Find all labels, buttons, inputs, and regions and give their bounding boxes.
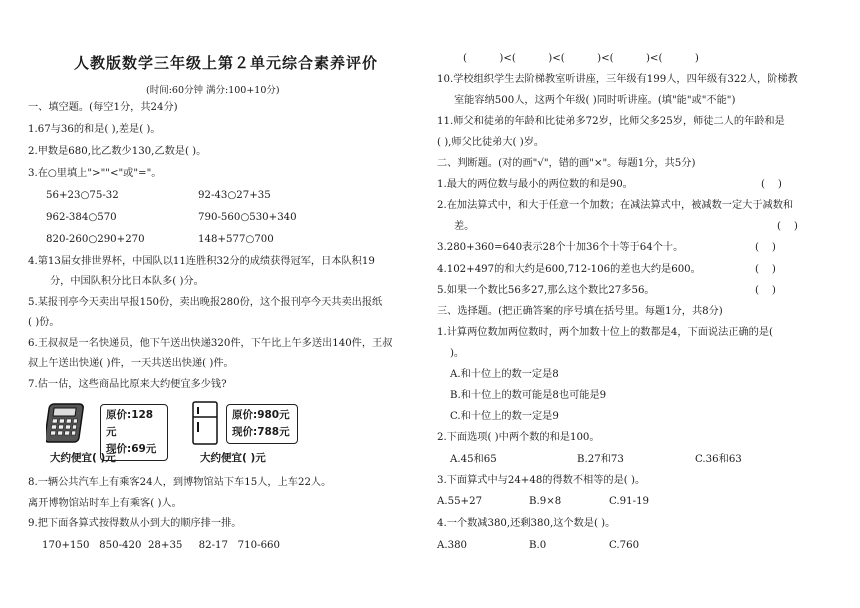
question-11: 11.师父和徒弟的年龄和比徒弟多72岁，比师父多25岁，师徒二人的年龄和是 bbox=[437, 116, 785, 127]
choice-4-option-a: A.380 bbox=[437, 540, 468, 551]
choice-2: 2.下面选项( )中两个数的和是100。 bbox=[437, 432, 600, 443]
question-4-cont: 分，中国队积分比日本队多( )分。 bbox=[50, 276, 204, 287]
question-6: 6.王叔叔是一名快递员，他下午送出快递320件，下午比上午多送出140件，王叔 bbox=[28, 338, 393, 349]
original-price: 原价:128元 bbox=[106, 409, 154, 438]
question-10-cont: 室能容纳500人，这两个年级( )同时听讲座。(填"能"或"不能") bbox=[454, 95, 736, 106]
order-answer-blanks: ( )<( )<( )<( )<( ) bbox=[463, 53, 699, 64]
choice-1-option-a: A.和十位上的数一定是8 bbox=[450, 369, 559, 380]
estimate-caption-2: 大约便宜( )元 bbox=[200, 452, 266, 464]
choice-4-option-c: C.760 bbox=[609, 540, 640, 551]
judge-2-paren: ( ) bbox=[777, 221, 798, 232]
choice-3-option-c: C.91-19 bbox=[609, 496, 650, 507]
question-5-cont: ( )份。 bbox=[28, 317, 60, 328]
question-4: 4.第13届女排世界杯，中国队以11连胜积32分的成绩获得冠军，日本队积19 bbox=[28, 256, 375, 267]
question-7: 7.估一估，这些商品比原来大约便宜多少钱? bbox=[28, 379, 227, 390]
judge-5-paren: ( ) bbox=[755, 285, 776, 296]
calculator-icon bbox=[46, 402, 92, 444]
question-8: 8.一辆公共汽车上有乘客24人，到博物馆站下车15人，上车22人。 bbox=[28, 477, 332, 488]
question-9: 9.把下面各算式按得数从小到大的顺序排一排。 bbox=[28, 518, 242, 529]
judge-3-paren: ( ) bbox=[755, 242, 776, 253]
choice-1: 1.计算两位数加两位数时，两个加数十位上的数都是4，下面说法正确的是( bbox=[437, 327, 773, 338]
judge-1-paren: ( ) bbox=[761, 179, 782, 190]
estimate-caption-1: 大约便宜( )元 bbox=[50, 452, 116, 464]
choice-3-option-b: B.9×8 bbox=[529, 496, 562, 507]
choice-3: 3.下面算式中与24+48的得数不相等的是( )。 bbox=[437, 475, 646, 486]
price-tag-refrigerator bbox=[226, 404, 298, 444]
question-10: 10.学校组织学生去阶梯教室听讲座，三年级有199人，四年级有322人，阶梯教 bbox=[437, 74, 798, 85]
question-11-cont: ( ),师父比徒弟大( )岁。 bbox=[437, 137, 545, 148]
choice-2-option-c: C.36和63 bbox=[695, 454, 742, 465]
question-9-items: 170+150 850-420 28+35 82-17 710-660 bbox=[42, 540, 281, 551]
question-1: 1.67与36的和是( ),差是( )。 bbox=[28, 124, 161, 135]
judge-2: 2.在加法算式中，和大于任意一个加数；在减法算式中，被减数一定大于减数和 bbox=[437, 200, 794, 211]
refrigerator-icon bbox=[190, 400, 220, 446]
section-fill-blank-heading: 一、填空题。(每空1分，共24分) bbox=[28, 102, 178, 113]
choice-3-option-a: A.55+27 bbox=[437, 496, 483, 507]
judge-4: 4.102+497的和大约是600,712-106的差也大约是600。 bbox=[437, 264, 701, 275]
choice-1-cont: )。 bbox=[437, 348, 465, 359]
page-title: 人教版数学三年级上第２单元综合素养评价 bbox=[74, 54, 379, 72]
exam-info: (时间:60分钟 满分:100+10分) bbox=[146, 85, 280, 96]
judge-3: 3.280+360=640表示28个十加36个十等于64个十。 bbox=[437, 242, 684, 253]
choice-1-option-b: B.和十位上的数可能是8也可能是9 bbox=[450, 390, 607, 401]
choice-4: 4.一个数减380,还剩380,这个数是( )。 bbox=[437, 518, 616, 529]
judge-1: 1.最大的两位数与最小的两位数的和是90。 bbox=[437, 179, 633, 190]
compare-item: 820-260○290+270 bbox=[46, 234, 145, 245]
judge-2-cont: 差。 bbox=[454, 221, 475, 232]
question-8-cont: 离开博物馆站时车上有乘客( )人。 bbox=[28, 498, 182, 509]
compare-item: 92-43○27+35 bbox=[198, 190, 271, 201]
compare-item: 148+577○700 bbox=[198, 234, 274, 245]
current-price: 现价:69元 bbox=[106, 443, 157, 455]
section-judge-heading: 二、判断题。(对的画"√"，错的画"×"。每题1分，共5分) bbox=[437, 158, 696, 169]
question-3: 3.在○里填上">""<"或"="。 bbox=[28, 168, 162, 179]
compare-item: 56+23○75-32 bbox=[46, 190, 119, 201]
question-6-cont: 叔上午送出快递( )件，一天共送出快递( )件。 bbox=[28, 358, 234, 369]
original-price: 原价:980元 bbox=[232, 409, 290, 421]
section-choice-heading: 三、选择题。(把正确答案的序号填在括号里。每题1分，共8分) bbox=[437, 306, 723, 317]
question-2: 2.甲数是680,比乙数少130,乙数是( )。 bbox=[28, 146, 207, 157]
compare-item: 790-560○530+340 bbox=[198, 212, 297, 223]
judge-5: 5.如果一个数比56多27,那么这个数比27多56。 bbox=[437, 285, 655, 296]
choice-2-option-a: A.45和65 bbox=[450, 454, 497, 465]
current-price: 现价:788元 bbox=[232, 426, 290, 438]
question-5: 5.某报刊亭今天卖出早报150份，卖出晚报280份，这个报刊亭今天共卖出报纸 bbox=[28, 297, 383, 308]
compare-item: 962-384○570 bbox=[46, 212, 117, 223]
judge-4-paren: ( ) bbox=[755, 264, 776, 275]
choice-1-option-c: C.和十位上的数一定是9 bbox=[450, 411, 559, 422]
choice-4-option-b: B.0 bbox=[529, 540, 547, 551]
choice-2-option-b: B.27和73 bbox=[577, 454, 624, 465]
